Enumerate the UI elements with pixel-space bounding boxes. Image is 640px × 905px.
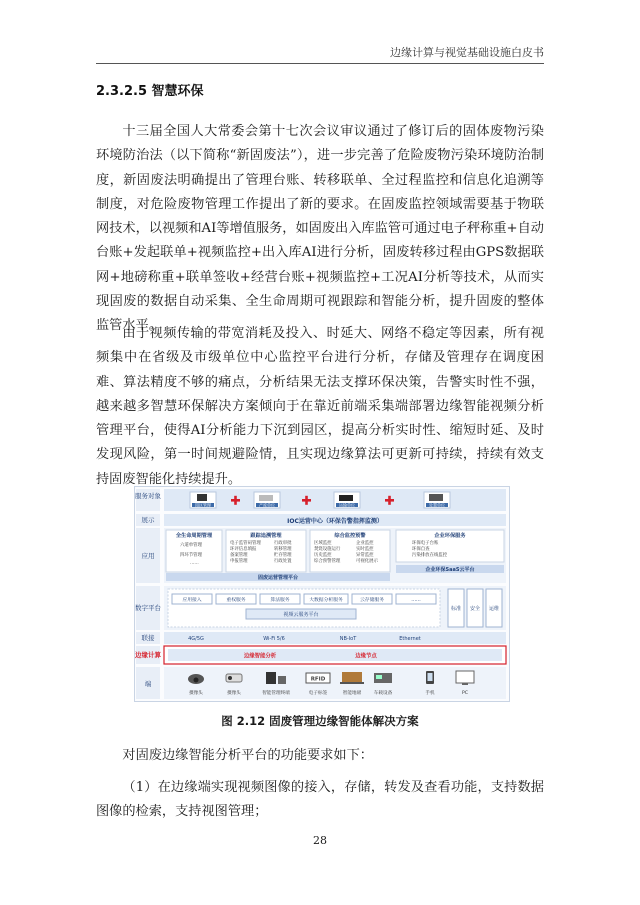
app-item: 六道单管理 — [180, 543, 202, 548]
app-item: 转移管理 — [274, 547, 292, 552]
app-item: 四环节管理 — [180, 553, 202, 558]
camera-icon — [226, 674, 242, 682]
section-title: 2.3.2.5 智慧环保 — [96, 84, 204, 99]
app-item: 电子监管码管理 — [230, 541, 261, 546]
digital-item: 重权服务 — [226, 598, 246, 603]
app-item: 行政审批 — [274, 541, 292, 546]
video-cloud-label: 视频云服务平台 — [283, 612, 319, 618]
app-item: 综合预警管理 — [314, 559, 341, 564]
row-label-device: 端 — [144, 680, 152, 688]
app-item: 污染排放在线监控 — [412, 553, 448, 558]
row-label-service: 服务对象 — [135, 492, 161, 500]
camera-icon — [188, 674, 204, 684]
row-label-edge: 边缘计算 — [135, 651, 161, 659]
app-item: 环评信息填报 — [230, 547, 257, 552]
edge-item: 边缘智能分析 — [243, 653, 277, 660]
device-label: 摄像头 — [227, 691, 241, 696]
display-bar-label: IOC运营中心（环保告警指挥监测） — [287, 518, 383, 525]
edge-item: 边缘节点 — [355, 653, 377, 660]
device-label: 手机 — [425, 691, 435, 696]
app-block-title: 综合监控预警 — [334, 533, 366, 539]
row-label-display: 展示 — [141, 516, 155, 524]
app-item: 企业监控 — [356, 541, 374, 546]
app-item: 可视化展示 — [356, 559, 378, 564]
vehicle-device-icon — [374, 673, 392, 683]
row-label-digital: 数字平台 — [135, 604, 161, 612]
app-block-title: 跟踪追溯管理 — [250, 533, 282, 539]
app-item: …… — [190, 561, 199, 566]
service-item-label: 产废单位 — [259, 502, 275, 508]
device-label: 电子标签 — [308, 691, 328, 696]
app-item: 行政处置 — [274, 559, 292, 564]
device-label: 智能地磅 — [342, 691, 362, 696]
device-label: 智能管理终端 — [262, 691, 290, 696]
side-item: 安全 — [469, 606, 481, 612]
app-item: 环保电子台账 — [412, 541, 439, 546]
header-rule — [96, 63, 544, 64]
side-item: 运维 — [488, 606, 500, 612]
service-item-label: 处置单位 — [429, 502, 445, 508]
app-platform-label: 固废运营管理平台 — [257, 575, 299, 581]
side-item: 标准 — [450, 606, 462, 612]
app-item: 实时监控 — [356, 547, 374, 552]
connect-item: Wi-Fi 5/6 — [263, 636, 285, 642]
digital-item: …… — [411, 598, 421, 603]
digital-item: 应用接入 — [182, 598, 202, 603]
app-item: 贮存管理 — [274, 553, 292, 558]
running-header: 边缘计算与视觉基础设施白皮书 — [390, 46, 544, 59]
rfid-text: RFID — [310, 676, 326, 683]
saas-platform-label: 企业环保SaaS云平台 — [425, 567, 475, 573]
app-item: 焚烧设施运行 — [314, 547, 341, 552]
app-item: 异常监控 — [356, 553, 374, 558]
app-item: 备案管理 — [230, 553, 248, 558]
connect-item: NB-IoT — [339, 636, 357, 642]
page-number: 28 — [313, 834, 327, 847]
paragraph-3: 对固废边缘智能分析平台的功能要求如下： — [122, 748, 373, 763]
pc-icon — [456, 671, 474, 685]
app-item: 申报管理 — [230, 559, 248, 564]
connect-item: 4G/5G — [188, 636, 204, 642]
digital-item: 大数据分析服务 — [309, 598, 343, 603]
app-block-title: 全生命周期管理 — [175, 533, 213, 539]
digital-item: 算法服务 — [270, 598, 290, 603]
service-item-label: 运输单位 — [339, 502, 355, 508]
service-item-label: 园区管理 — [195, 502, 211, 508]
device-label: 摄像头 — [189, 691, 203, 696]
weighbridge-icon — [340, 672, 364, 684]
row-label-connect: 联接 — [141, 634, 155, 642]
phone-icon — [426, 671, 434, 684]
figure-caption: 图 2.12 固废管理边缘智能体解决方案 — [221, 714, 419, 728]
paragraph-1: 十三届全国人大常委会第十七次会议审议通过了修订后的固体废物污染环境防治法（以下简称“新固废法”），进一步完善了危险废物污染环境防治制度，新固废法明确提出了管理台账、转移联单、全过程监控和信息化追溯等制度，对危险废物管理工作提出了新的要求。在固废监控领域需要基于物联网技术，以视频和AI等增值服务，如固废出入库监管可通过电子秤称重+自动台账+发起联单+视频监控+出入库AI进行分析，固废转移过程由GPS数据联网+地磅称重+联单签收+经营台账+视频监控+工况AI分析等技术，从而实现固废的数据自动采集、全生命周期可视跟踪和智能分析，提升固废的整体监管水平。 — [96, 124, 544, 334]
digital-item: 云存储服务 — [360, 598, 384, 603]
app-item: 区域监控 — [314, 541, 332, 546]
device-label: PC — [462, 691, 468, 696]
app-item: 环保自查 — [412, 547, 430, 552]
app-item: 历史监控 — [314, 553, 332, 558]
paragraph-4: （1）在边缘端实现视频图像的接入，存储，转发及查看功能，支持数据图像的检索，支持视图管理； — [96, 780, 544, 820]
connect-item: Ethernet — [399, 636, 421, 642]
row-label-app: 应用 — [141, 552, 155, 560]
paragraph-2: 由于视频传输的带宽消耗及投入、时延大、网络不稳定等因素，所有视频集中在省级及市级单位中心监控平台进行分析，存储及管理存在调度困难、算法精度不够的痛点，分析结果无法支撑环保决策，告警实时性不强，越来越多智慧环保解决方案倾向于在靠近前端采集端部署边缘智能视频分析管理平台，使得AI分析能力下沉到园区，提高分析实时性、缩短时延、及时发现风险，第一时间规避险情，且实现边缘算法可更新可持续，持续有效支持固废智能化持续提升。 — [96, 326, 544, 487]
device-label: 车载设备 — [373, 691, 393, 696]
app-block-title: 企业环保服务 — [434, 533, 466, 539]
solution-diagram — [134, 486, 510, 702]
